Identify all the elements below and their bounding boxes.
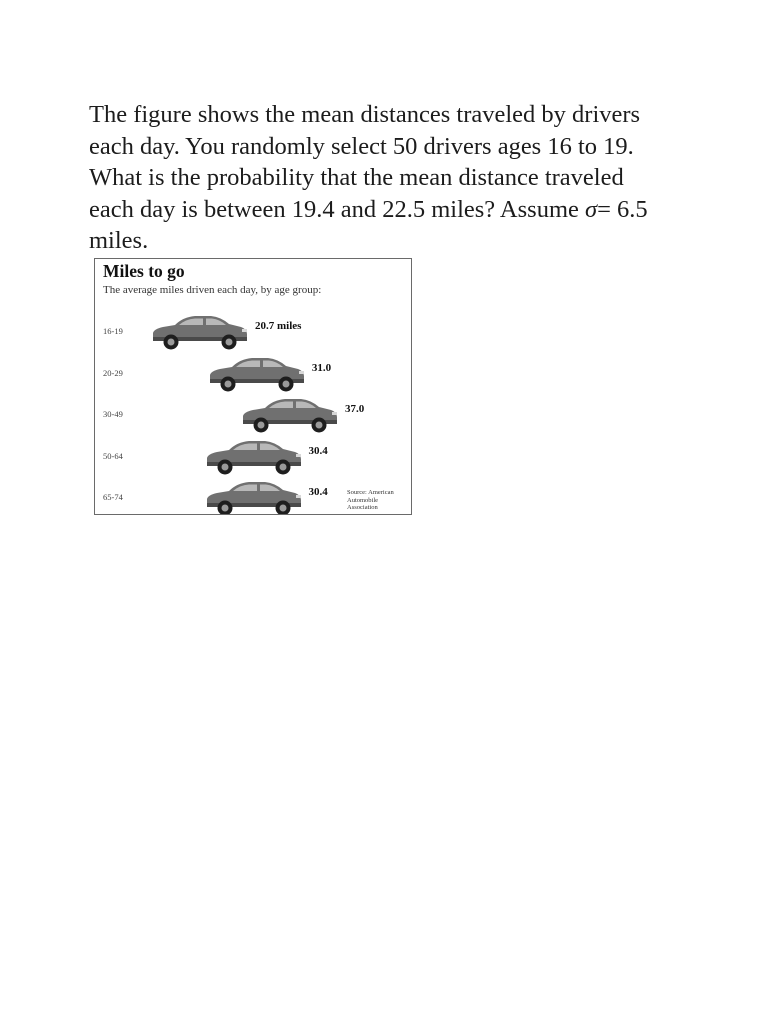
age-group-label: 65-74 <box>103 492 123 502</box>
figure-source <box>347 489 412 512</box>
problem-text <box>89 99 689 257</box>
age-group-label: 16-19 <box>103 326 123 336</box>
car-icon <box>203 438 303 476</box>
problem-line: What is the probability that the mean distance traveled <box>89 164 624 191</box>
car-icon <box>206 355 306 393</box>
source-line: Automobile <box>347 496 379 504</box>
car-icon <box>239 396 339 434</box>
age-group-label: 30-49 <box>103 409 123 419</box>
problem-line-text: each day is between 19.4 and 22.5 miles? Assume <box>89 195 586 223</box>
problem-line: each day. You randomly select 50 drivers ages 16 to 19. <box>89 132 634 160</box>
car-icon <box>203 479 303 515</box>
problem-line: The figure shows the mean distances traveled by drivers <box>89 101 641 128</box>
figure-subtitle: The average miles driven each day, by age group: <box>103 284 322 296</box>
miles-to-go-figure <box>94 258 412 515</box>
value-label: 30.4 <box>308 486 328 498</box>
source-line: Source: American <box>347 489 394 496</box>
source-line: Association <box>347 504 378 511</box>
sigma-value: = 6.5 <box>597 195 648 223</box>
problem-line: miles. <box>89 227 149 254</box>
sigma-symbol: σ <box>585 195 598 223</box>
car-icon <box>149 313 249 351</box>
value-label: 31.0 <box>311 361 332 374</box>
value-label: 37.0 <box>345 403 365 415</box>
value-label: 30.4 <box>308 444 328 457</box>
problem-line <box>89 194 689 226</box>
age-group-label: 50-64 <box>103 450 123 461</box>
age-group-label: 20-29 <box>103 367 123 378</box>
figure-title: Miles to go <box>103 261 185 281</box>
value-label: 20.7 miles <box>255 320 302 332</box>
